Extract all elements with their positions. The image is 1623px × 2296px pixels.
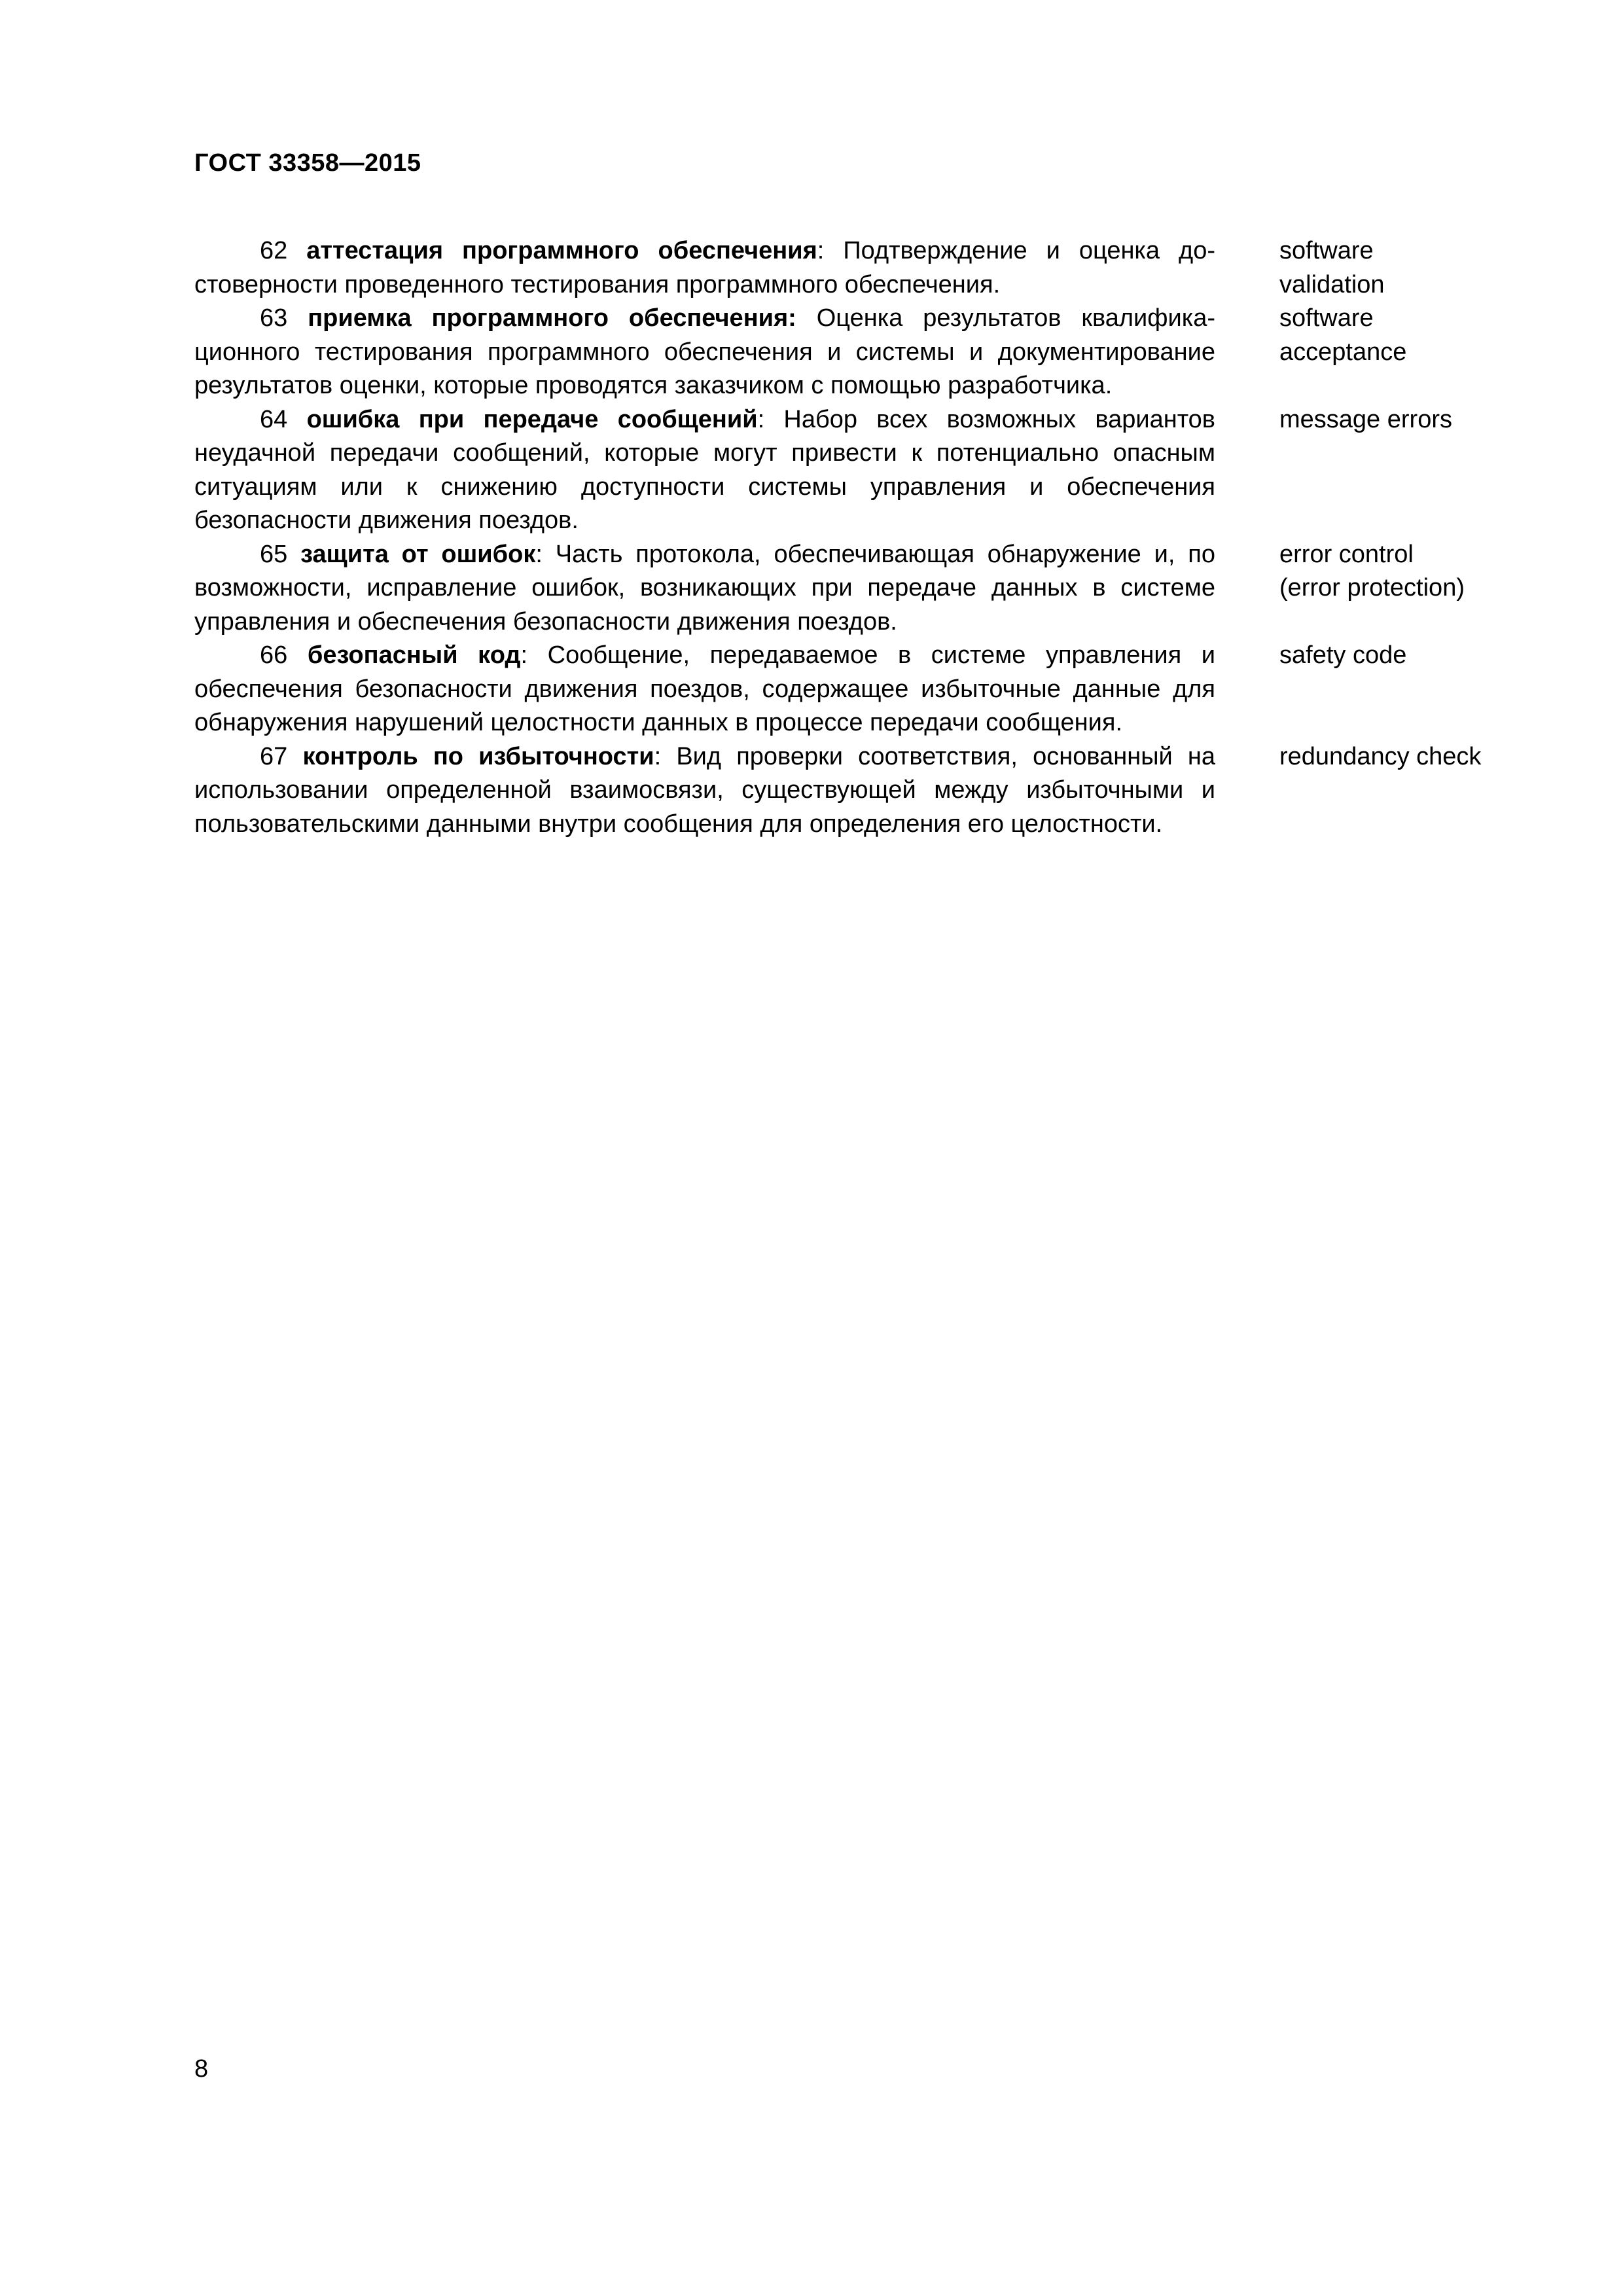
term-definition-text: Оценка результатов квалификационного тестирования программного обеспечения и системы и документирование результатов оценки, которые проводятся заказчиком с помощью разработчика. <box>194 304 1216 399</box>
term-definition <box>194 302 1215 403</box>
term-number: 62 <box>260 237 288 264</box>
term-entry-65 <box>194 538 1516 639</box>
term-definition <box>194 234 1215 302</box>
term-english-equivalent: safety code <box>1279 641 1407 669</box>
term-number: 64 <box>260 405 288 433</box>
term-name: контроль по избыточности <box>302 742 654 770</box>
term-english-equivalent: software acceptance <box>1279 304 1407 366</box>
term-english-equivalent: message errors <box>1279 405 1452 433</box>
term-definition <box>194 538 1215 639</box>
term-name: приемка программного обеспечения: <box>308 304 796 332</box>
term-definition <box>194 403 1215 538</box>
term-entry-64 <box>194 403 1516 538</box>
term-definition-text: : Сообщение, передаваемое в системе управления и обеспечения безопасности движения поездов, содержащее избыточные данные для обнаружения нарушений целостности данных в процессе передачи сообщения. <box>194 641 1216 736</box>
term-definition-text: : Вид проверки соответствия, основанный на использовании определенной взаимосвязи, существующей между избыточными и пользовательскими данными внутри сообщения для определения его целостности. <box>194 742 1215 838</box>
term-english-equivalent: redundancy check <box>1279 742 1482 770</box>
term-definition <box>194 639 1215 740</box>
term-english-equivalent: error control (error protection) <box>1279 540 1465 601</box>
term-definition-text: : Подтверждение и оценка достоверности проведенного тестирования программного обеспечения. <box>194 237 1215 298</box>
term-entry-67 <box>194 740 1516 842</box>
term-number: 65 <box>260 540 288 568</box>
term-entry-63 <box>194 302 1516 403</box>
term-number: 63 <box>260 304 288 332</box>
term-number: 66 <box>260 641 288 669</box>
page-number: 8 <box>194 2055 209 2083</box>
term-name: ошибка при передаче сообщений <box>306 405 758 433</box>
term-definition-text: : Набор всех возможных вариантов неудачной передачи сообщений, которые могут привести к потенциально опасным ситуациям или к снижению доступности системы управления и обеспечения безопасности движения поездов. <box>194 405 1215 534</box>
term-english-equivalent: software validation <box>1279 237 1385 298</box>
term-definition <box>194 740 1215 842</box>
term-entry-66 <box>194 639 1516 740</box>
term-name: защита от ошибок <box>300 540 536 568</box>
terms-list <box>194 234 1516 841</box>
document-code-header: ГОСТ 33358—2015 <box>194 149 421 177</box>
term-entry-62 <box>194 234 1516 302</box>
term-name: безопасный код <box>307 641 521 669</box>
term-number: 67 <box>260 742 288 770</box>
term-name: аттестация программного обеспечения <box>306 237 817 264</box>
term-definition-text: : Часть протокола, обеспечивающая обнаружение и, по возможности, исправление ошибок, возникающих при передаче данных в системе управления и обеспечения безопасности движения поездов. <box>194 540 1215 636</box>
